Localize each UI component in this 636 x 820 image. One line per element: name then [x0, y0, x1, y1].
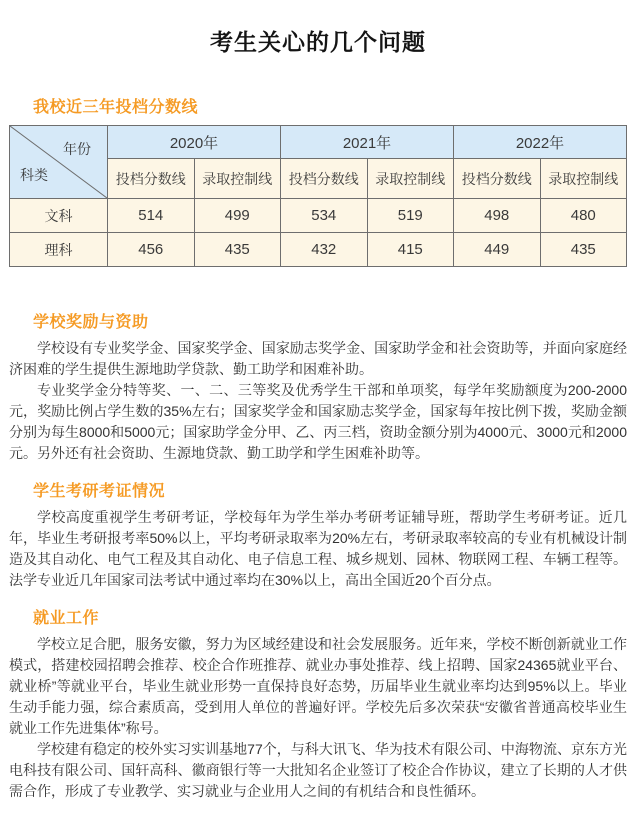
section-heading-scholarship: 学校奖励与资助: [33, 314, 149, 331]
table-corner-cell: [10, 126, 108, 199]
section-employment: [9, 605, 627, 802]
score-cell: 480: [540, 199, 627, 233]
paragraph: 专业奖学金分特等奖、一、二、三等奖及优秀学生干部和单项奖，每学年奖励额度为200-2000元，奖励比例占学生数的35%左右；国家奖学金和国家励志奖学金，国家每年按比例下拨，奖励金额分别为每生8000和5000元；国家助学金分甲、乙、丙三档，资助金额分别为4000元、3000元和2000元。另外还有社会资助、生源地贷款、勤工助学和学生困难补助等。: [9, 382, 627, 461]
year-header-2020: 2020年: [108, 126, 281, 159]
score-cell: 499: [194, 199, 281, 233]
score-cell: 534: [281, 199, 368, 233]
subheader-cell: 投档分数线: [454, 159, 541, 199]
score-cell: 432: [281, 233, 368, 267]
table-row-liberal-arts: [10, 199, 627, 233]
paragraph: 学校建有稳定的校外实习实训基地77个，与科大讯飞、华为技术有限公司、中海物流、京东方光电科技有限公司、国轩高科、徽商银行等一大批知名企业签订了校企合作协议，建立了长期的人才供需合作，形成了专业教学、实习就业与企业用人之间的有机结合和良性循环。: [9, 741, 627, 799]
year-header-2022: 2022年: [454, 126, 627, 159]
subheader-cell: 录取控制线: [367, 159, 454, 199]
subheader-cell: 投档分数线: [108, 159, 195, 199]
score-cell: 449: [454, 233, 541, 267]
table-header-years-row: [10, 126, 627, 159]
score-cell: 519: [367, 199, 454, 233]
category-cell: 文科: [10, 199, 108, 233]
score-cell: 435: [194, 233, 281, 267]
score-cell: 456: [108, 233, 195, 267]
section-heading-employment: 就业工作: [33, 610, 100, 627]
year-header-2021: 2021年: [281, 126, 454, 159]
subheader-cell: 投档分数线: [281, 159, 368, 199]
subheader-cell: 录取控制线: [540, 159, 627, 199]
page-title: 考生关心的几个问题: [210, 29, 426, 55]
paragraph: 学校立足合肥，服务安徽，努力为区域经建设和社会发展服务。近年来，学校不断创新就业工作模式，搭建校园招聘会推荐、校企合作班推荐、就业办事处推荐、线上招聘、国家24365就业平台、就业桥”等就业平台，毕业生就业形势一直保持良好态势，历届毕业生就业率均达到95%以上。毕业生动手能力强，综合素质高，受到用人单位的普遍好评。学校先后多次荣获“安徽省普通高校毕业生就业工作先进集体”称号。: [9, 636, 627, 736]
paragraph: 学校设有专业奖学金、国家奖学金、国家励志奖学金、国家助学金和社会资助等，并面向家庭经济困难的学生提供生源地助学贷款、勤工助学和困难补助。: [9, 340, 627, 377]
section-heading-postgraduate-exams: 学生考研考证情况: [33, 483, 166, 500]
paragraph: 学校高度重视学生考研考证，学校每年为学生举办考研考证辅导班，帮助学生考研考证。近几年，毕业生考研报考率50%以上，平均考研录取率为20%左右，考研录取率较高的专业有机械设计制造及其自动化、电气工程及其自动化、电子信息工程、城乡规划、园林、物联网工程、车辆工程等。法学专业近几年国家司法考试中通过率均在30%以上，高出全国近20个百分点。: [9, 509, 627, 588]
score-cell: 514: [108, 199, 195, 233]
diagonal-divider-line: [10, 126, 107, 198]
corner-year-label: 年份: [63, 141, 91, 157]
score-cell: 498: [454, 199, 541, 233]
score-table: [9, 125, 627, 267]
score-cell: 415: [367, 233, 454, 267]
section-scholarship: [9, 309, 627, 464]
section-heading-score-lines: 我校近三年投档分数线: [33, 99, 199, 116]
category-cell: 理科: [10, 233, 108, 267]
corner-category-label: 科类: [20, 167, 48, 183]
section-postgraduate-exams: [9, 478, 627, 591]
document-page: [0, 24, 636, 820]
score-cell: 435: [540, 233, 627, 267]
table-row-science: [10, 233, 627, 267]
subheader-cell: 录取控制线: [194, 159, 281, 199]
